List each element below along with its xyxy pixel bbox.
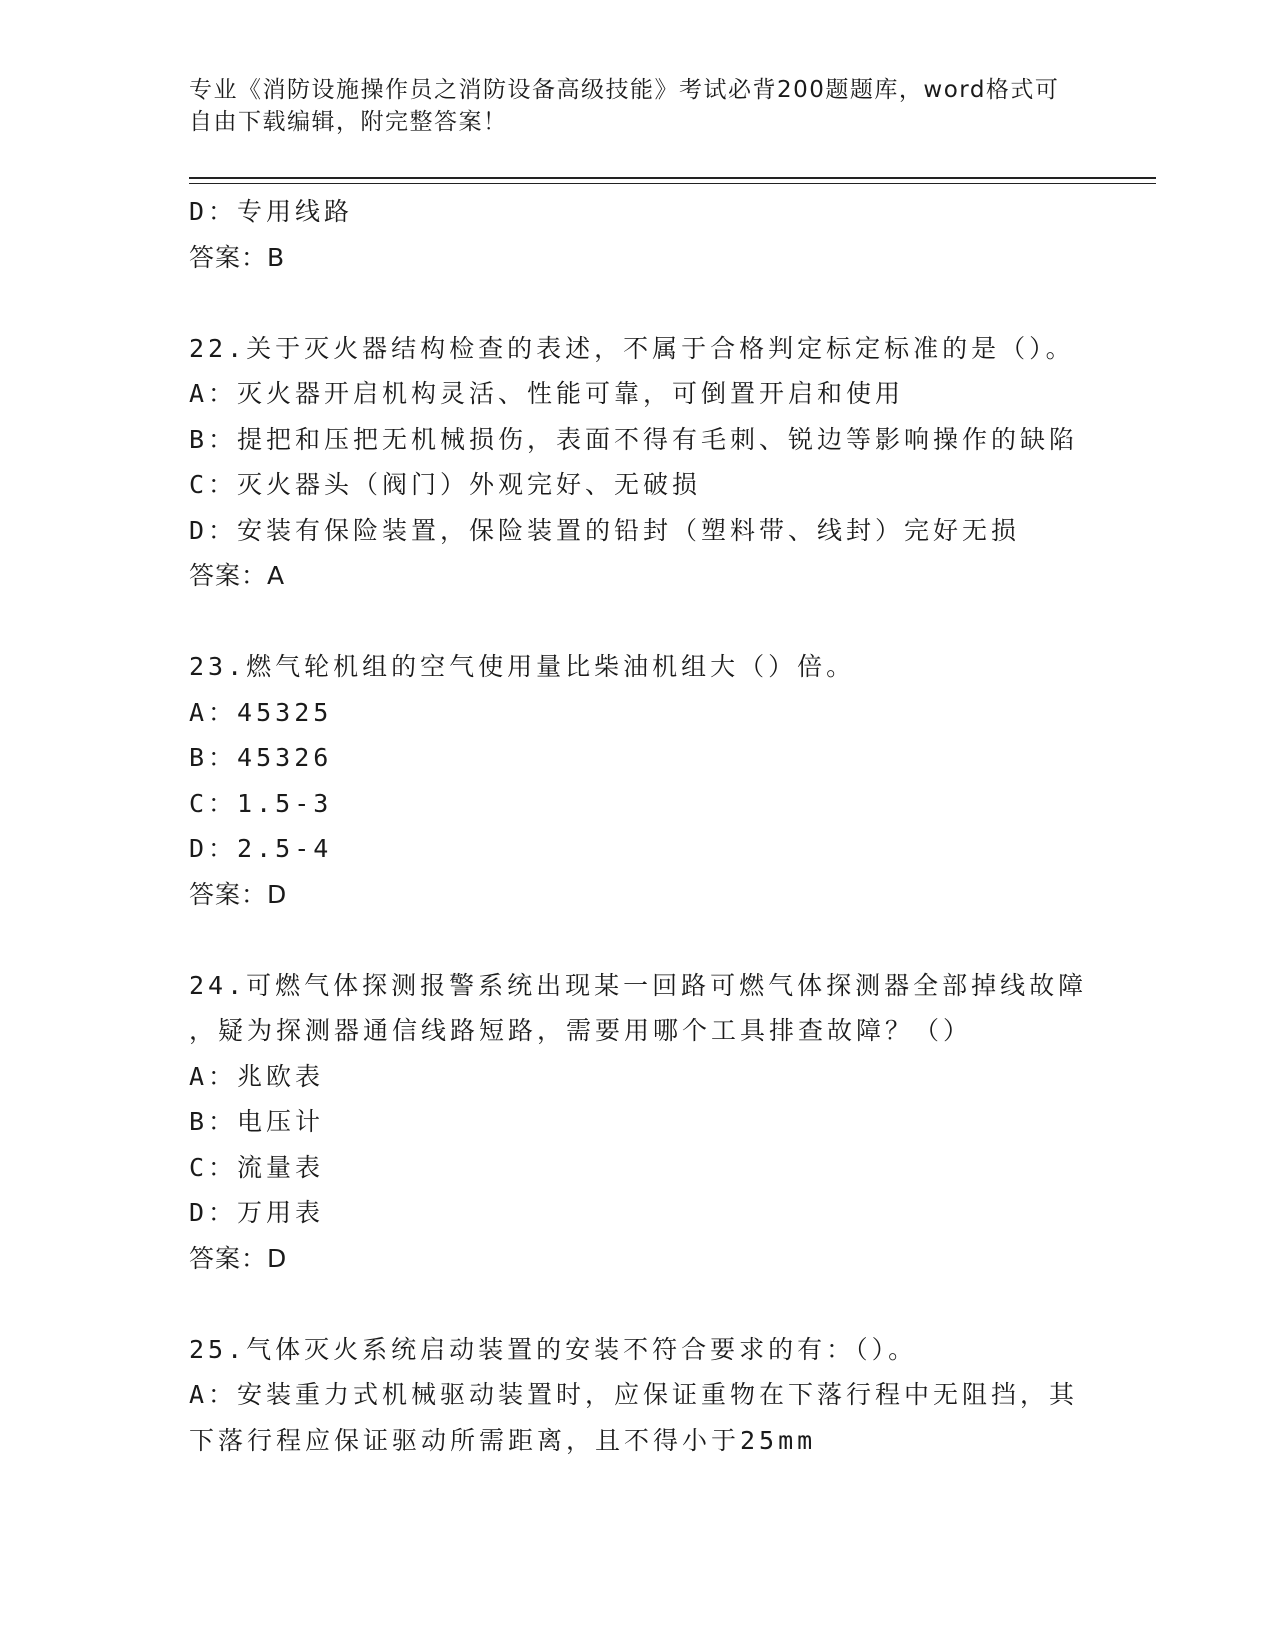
question-text: 25.气体灭火系统启动装置的安装不符合要求的有：（）。 <box>189 1334 918 1364</box>
question-text-cont: ，疑为探测器通信线路短路，需要用哪个工具排查故障？（） <box>189 1016 973 1045</box>
question-24 <box>189 963 1109 1282</box>
question-23 <box>189 644 1109 917</box>
option-a: A：安装重力式机械驱动装置时，应保证重物在下落行程中无阻挡，其 <box>189 1380 1079 1409</box>
question-list <box>189 189 1109 1463</box>
option-a: A：灭火器开启机构灵活、性能可靠，可倒置开启和使用 <box>189 379 905 408</box>
question-text: 24.可燃气体探测报警系统出现某一回路可燃气体探测器全部掉线故障 <box>189 970 1088 1000</box>
header-line-2: 自由下载编辑，附完整答案！ <box>189 109 508 135</box>
question-text: 22.关于灭火器结构检查的表述，不属于合格判定标定标准的是（）。 <box>189 333 1075 363</box>
header-divider-thin <box>189 183 1156 184</box>
answer: 答案：D <box>189 1243 288 1273</box>
header-divider <box>189 177 1156 179</box>
header-line-1: 专业《消防设施操作员之消防设备高级技能》考试必背200题题库，word格式可 <box>189 77 1060 103</box>
prev-answer: 答案：B <box>189 242 286 272</box>
answer: 答案：A <box>189 561 286 590</box>
option-b: B：45326 <box>189 743 333 772</box>
option-b: B：提把和压把无机械损伤，表面不得有毛刺、锐边等影响操作的缺陷 <box>189 424 1079 454</box>
question-text: 23.燃气轮机组的空气使用量比柴油机组大（）倍。 <box>189 652 856 681</box>
option-d: D：2.5-4 <box>189 834 333 863</box>
option-c: C：灭火器头（阀门）外观完好、无破损 <box>189 470 702 499</box>
question-22 <box>189 326 1109 599</box>
option-b: B：电压计 <box>189 1107 325 1136</box>
option-a: A：45325 <box>189 697 333 727</box>
document-header <box>189 74 1069 138</box>
option-c: C：1.5-3 <box>189 788 333 818</box>
option-d: D：万用表 <box>189 1198 325 1227</box>
option-a: A：兆欧表 <box>189 1061 325 1091</box>
option-d: D：安装有保险装置，保险装置的铅封（塑料带、线封）完好无损 <box>189 515 1021 545</box>
prev-option-d: D：专用线路 <box>189 197 354 226</box>
question-25 <box>189 1327 1109 1464</box>
option-a-cont: 下落行程应保证驱动所需距离，且不得小于25mm <box>189 1425 817 1455</box>
option-c: C：流量表 <box>189 1152 325 1182</box>
answer: 答案：D <box>189 879 288 909</box>
